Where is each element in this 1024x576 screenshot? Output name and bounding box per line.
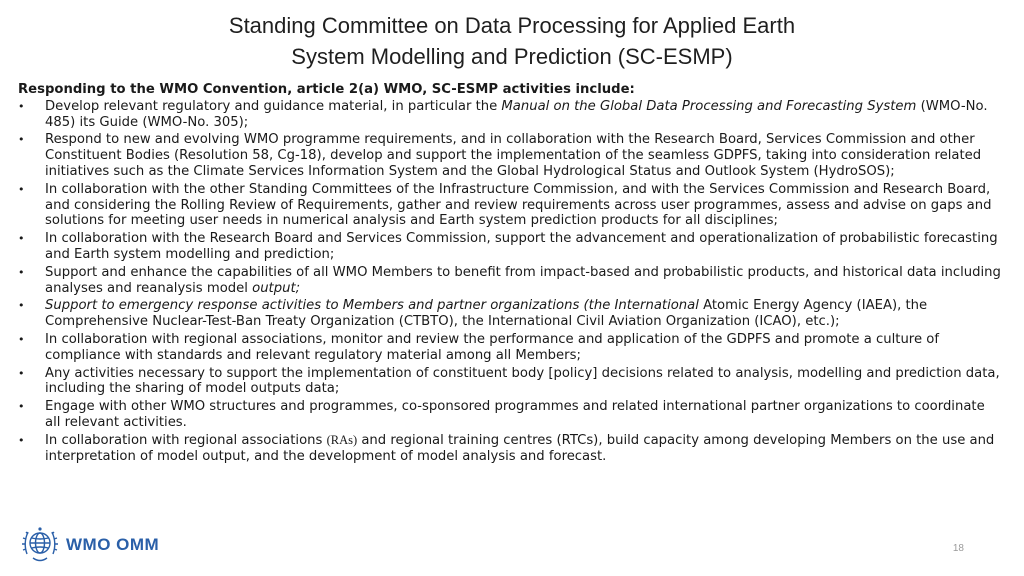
bullet-4-text: In collaboration with the Research Board and Services Commission, support the advancement and operationalization of probabilistic forecasting and Earth system modelling and prediction; xyxy=(45,231,998,262)
bullet-5-text: Support and enhance the capabilities of all WMO Members to benefit from impact-based and probabilistic products, and historical data including analyses and reanalysis model xyxy=(45,264,1001,296)
slide-title xyxy=(0,10,1024,72)
list-item xyxy=(18,298,1003,330)
list-item xyxy=(18,433,1003,465)
bullet-6-text: Atomic Energy Agency (IAEA), the Comprehensive Nuclear-Test-Ban Treaty Organization (CTBTO), the International Civil Aviation Organization (ICAO), etc.); xyxy=(45,298,928,330)
list-item xyxy=(18,99,1003,131)
slide-title-line-1: Standing Committee on Data Processing for Applied Earth xyxy=(228,13,796,38)
list-item xyxy=(18,332,1003,364)
bullet-1-text: Develop relevant regulatory and guidance material, in particular the xyxy=(45,98,502,114)
activity-list xyxy=(18,99,1003,465)
bullet-1-text-end: (WMO-No. 485) its Guide (WMO-No. 305); xyxy=(45,98,988,130)
list-item xyxy=(18,265,1003,297)
slide-body xyxy=(18,82,1003,466)
wmo-logo xyxy=(19,524,159,566)
bullet-7-text: In collaboration with regional associations, monitor and review the performance and application of the GDPFS and promote a culture of compliance with standards and relevant regulatory material among all Members; xyxy=(45,331,939,363)
list-item xyxy=(18,231,1003,263)
wmo-logo-text: WMO OMM xyxy=(66,535,160,554)
bullet-5-text-italic: output; xyxy=(252,280,301,296)
bullet-1-manual-title: Manual on the Global Data Processing and Forecasting System xyxy=(501,98,917,114)
slide-title-line-2: System Modelling and Prediction (SC-ESMP) xyxy=(291,44,733,69)
list-item xyxy=(18,399,1003,431)
bullet-3-text: In collaboration with the other Standing Committees of the Infrastructure Commission, and with the Services Commission and Research Board, and considering the Rolling Review of Requirements, gather and review requirements across user programmes, assess and advise on gaps and solutions for meeting user needs in numerical analysis and Earth system prediction products for all disciplines; xyxy=(45,181,992,229)
page-number: 18 xyxy=(952,543,964,554)
bullet-10-ras: (RAs) xyxy=(326,432,358,447)
bullet-8-text: Any activities necessary to support the implementation of constituent body [policy] decisions related to analysis, modelling and prediction data, including the sharing of model outputs data; xyxy=(45,365,1000,397)
bullet-10-text: In collaboration with regional associations xyxy=(45,432,327,448)
bullet-10-text-end: and regional training centres (RTCs), build capacity among developing Members on the use and interpretation of model output, and the development of model analysis and forecast. xyxy=(45,432,995,464)
wmo-emblem-icon xyxy=(19,524,61,566)
bullet-6-text-italic: Support to emergency response activities to Members and partner organizations (the International xyxy=(45,298,699,314)
list-item xyxy=(18,366,1003,398)
list-item xyxy=(18,132,1003,179)
intro-heading: Responding to the WMO Convention, article 2(a) WMO, SC-ESMP activities include: xyxy=(18,82,635,97)
bullet-9-text: Engage with other WMO structures and programmes, co-sponsored programmes and related international partner organizations to coordinate all relevant activities. xyxy=(45,399,985,430)
list-item xyxy=(18,182,1003,229)
bullet-2-text: Respond to new and evolving WMO programme requirements, and in collaboration with the Research Board, Services Commission and other Constituent Bodies (Resolution 58, Cg-18), develop and support the implementation of the seamless GDPFS, taking into consideration related initiatives such as the Climate Services Information System and the Global Hydrological Status and Outlook System (HydroSOS); xyxy=(45,132,982,179)
